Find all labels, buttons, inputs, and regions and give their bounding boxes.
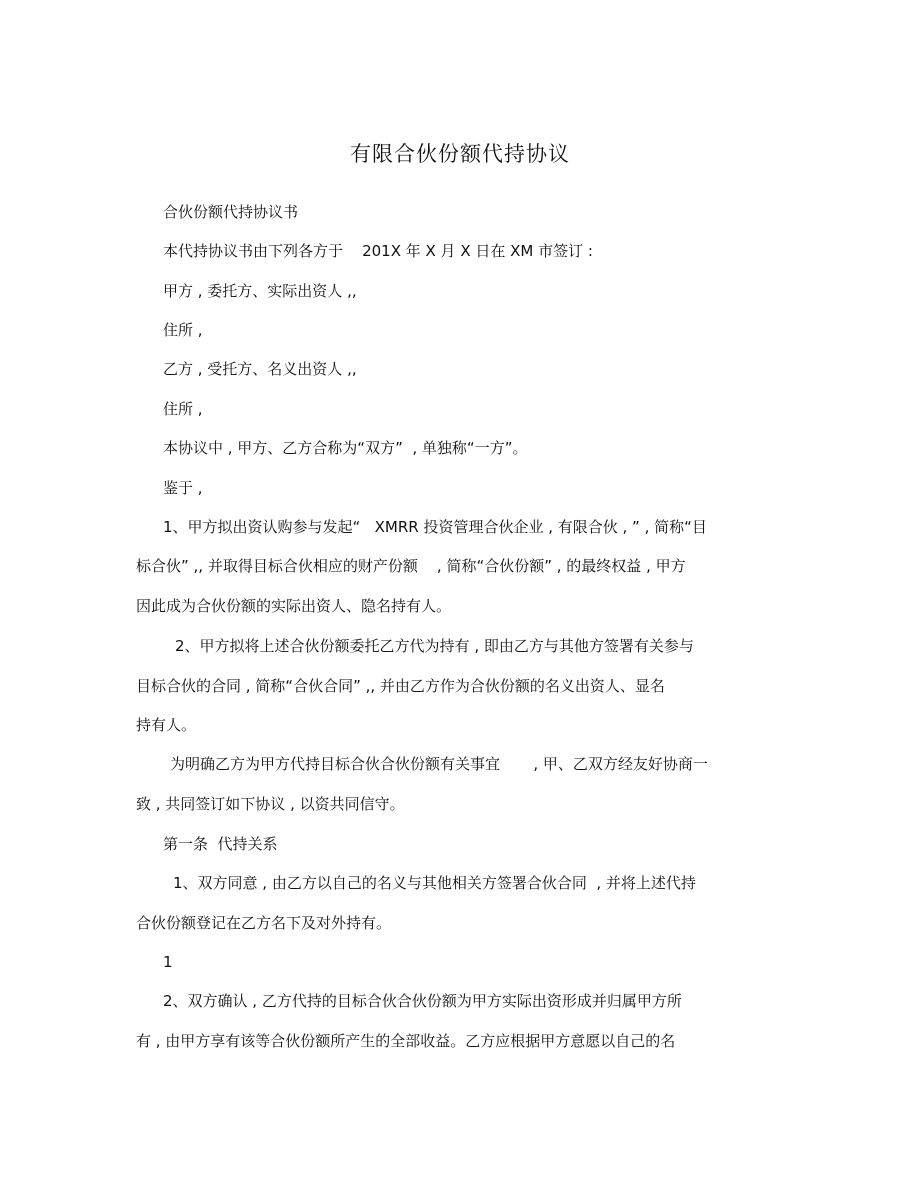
party-b-line: 乙方 , 受托方、名义出资人 ,, <box>163 360 357 378</box>
party-a-line: 甲方 , 委托方、实际出资人 ,, <box>163 282 357 300</box>
clause-2-line-1: 2、双方确认 , 乙方代持的目标合伙合伙份额为甲方实际出资形成并归属甲方所 <box>163 992 682 1010</box>
subtitle-line: 合伙份额代持协议书 <box>163 203 299 221</box>
clause-1-line-2: 合伙份额登记在乙方名下及对外持有。 <box>136 914 392 932</box>
article-1-heading: 第一条 代持关系 <box>163 835 278 853</box>
recital-2-line-2: 目标合伙的合同 , 简称“合伙合同” ,, 并由乙方作为合伙份额的名义出资人、显名 <box>136 677 665 695</box>
party-b-address-line: 住所 , <box>163 400 203 418</box>
party-a-address-line: 住所 , <box>163 321 203 339</box>
recital-2-line-3: 持有人。 <box>136 716 197 734</box>
recital-1-line-3: 因此成为合伙份额的实际出资人、隐名持有人。 <box>136 597 452 615</box>
purpose-line-2: 致 , 共同签订如下协议 , 以资共同信守。 <box>136 795 405 813</box>
page-number: 1 <box>163 953 173 971</box>
parties-definition-line: 本协议中 , 甲方、乙方合称为“双方” , 单独称“一方”。 <box>163 439 528 457</box>
signing-line: 本代持协议书由下列各方于 201X 年 X 月 X 日在 XM 市签订 : <box>163 242 593 260</box>
purpose-line-1: 为明确乙方为甲方代持目标合伙合伙份额有关事宜 , 甲、乙双方经友好协商一 <box>170 755 708 773</box>
clause-2-line-2: 有 , 由甲方享有该等合伙份额所产生的全部收益。乙方应根据甲方意愿以自己的名 <box>136 1032 676 1050</box>
clause-1-line-1: 1、双方同意 , 由乙方以自己的名义与其他相关方签署合伙合同 , 并将上述代持 <box>173 874 696 892</box>
whereas-line: 鉴于 , <box>163 479 203 497</box>
recital-1-line-1: 1、甲方拟出资认购参与发起“ XMRR 投资管理合伙企业 , 有限合伙 , ” , 简称“目 <box>163 518 707 536</box>
recital-1-line-2: 标合伙” ,, 并取得目标合伙相应的财产份额 , 简称“合伙份额” , 的最终权益 , 甲方 <box>136 557 686 575</box>
document-title: 有限合伙份额代持协议 <box>350 142 570 166</box>
recital-2-line-1: 2、甲方拟将上述合伙份额委托乙方代为持有 , 即由乙方与其他方签署有关参与 <box>175 637 694 655</box>
